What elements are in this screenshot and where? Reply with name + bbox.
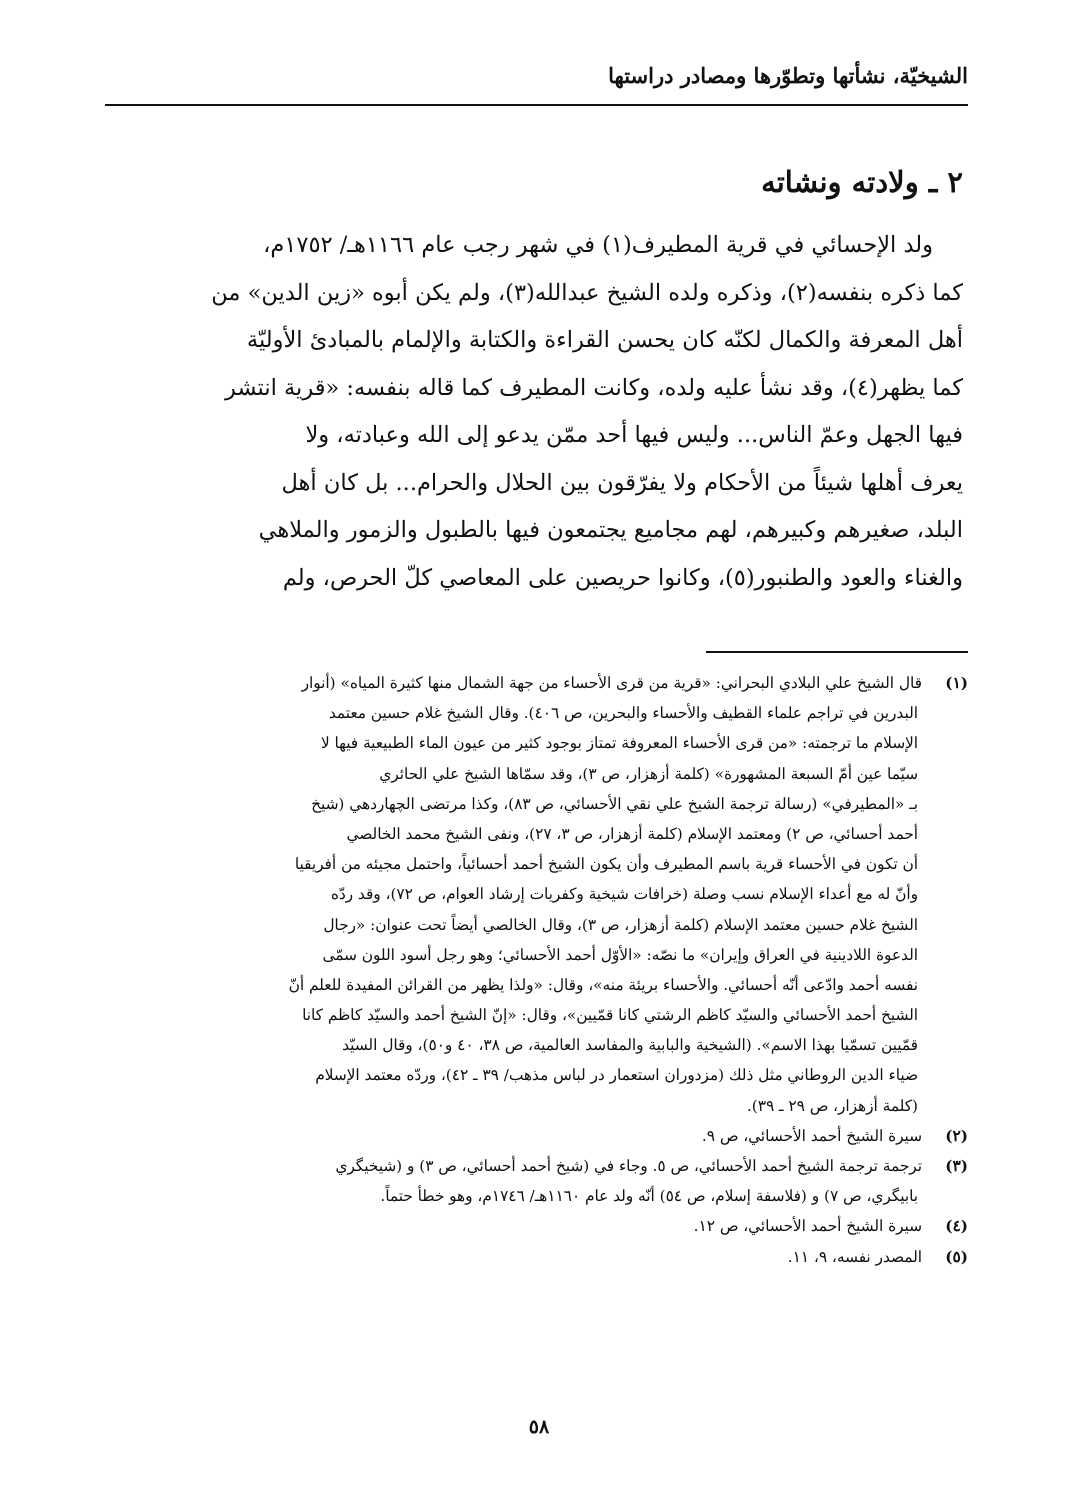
footnote-line: الإسلام ما ترجمته: «من قرى الأحساء المعروفة تمتاز بوجود كثير من عيون الماء الطبيعية فيها لا — [320, 734, 918, 753]
footnote-line: أن تكون في الأحساء قرية باسم المطيرف وأن يكون الشيخ أحمد أحسائياً، واحتمل مجيئه من أفريقيا — [294, 855, 918, 874]
body-line: يعرف أهلها شيئاً من الأحكام ولا يفرّقون بين الحلال والحرام... بل كان أهل — [281, 469, 963, 496]
footnote-line: نفسه أحمد وادّعى أنّه أحسائي. والأحساء بريئة منه»، وقال: «ولذا يظهر من القرائن المفيدة للعلم أنّ — [288, 975, 918, 994]
footnote-number: (٢) — [945, 1126, 968, 1145]
footnote-line: الشيخ غلام حسين معتمد الإسلام (كلمة أزهزار، ص ٣)، وقال الخالصي أيضاً تحت عنوان: «رجال — [323, 915, 918, 934]
footnote-line: البدرين في تراجم علماء القطيف والأحساء والبحرين، ص ٤٠٦). وقال الشيخ غلام حسين معتمد — [328, 704, 918, 723]
page-number: ٥٨ — [528, 1416, 550, 1438]
footnote-line — [110, 1211, 968, 1241]
footnote-line: بـ «المطيرفي» (رسالة ترجمة الشيخ علي نقي الأحسائي، ص ٨٣)، وكذا مرتضى الچهاردهي (شيخ — [311, 794, 918, 813]
footnote-text: المصدر نفسه، ٩، ١١. — [787, 1247, 922, 1266]
body-line: كما ذكره بنفسه(٢)، وذكره ولده الشيخ عبدالله(٣)، ولم يكن أبوه «زين الدين» من — [211, 279, 963, 306]
section-title: ٢ ـ ولادته ونشاته — [761, 165, 963, 199]
footnote-line: قمّيين تسمّيا بهذا الاسم». (الشيخية والبابية والمفاسد العالمية، ص ٣٨، ٤٠ و٥٠)، وقال السيّد — [342, 1036, 918, 1055]
footnote-line — [110, 1121, 968, 1151]
footnote-text: ترجمة ترجمة الشيخ أحمد الأحسائي، ص ٥. وجاء في (شيخ أحمد أحسائي، ص ٣) و (شيخيگري — [335, 1157, 922, 1175]
footnote-text: سيرة الشيخ أحمد الأحسائي، ص ١٢. — [693, 1217, 922, 1236]
footnote-rule — [706, 651, 968, 653]
footnote-line: وأنّ له مع أعداء الإسلام نسب وصلة (خرافات شيخية وكفريات إرشاد العوام، ص ٧٢)، وقد ردّه — [330, 885, 918, 904]
footnote-line: أحمد أحسائي، ص ٢) ومعتمد الإسلام (كلمة أزهزار، ص ٣، ٢٧)، ونفى الشيخ محمد الخالصي — [346, 824, 918, 843]
footnote-text: قال الشيخ علي البلادي البحراني: «قرية من قرى الأحساء من جهة الشمال منها كثيرة المياه» (أنوار — [301, 674, 922, 692]
running-head: الشيخيّة، نشأتها وتطوّرها ومصادر دراستها — [608, 63, 968, 88]
body-line: والغناء والعود والطنبور(٥)، وكانوا حريصين على المعاصي كلّ الحرص، ولم — [282, 564, 963, 591]
body-line: كما يظهر(٤)، وقد نشأ عليه ولده، وكانت المطيرف كما قاله بنفسه: «قرية انتشر — [225, 374, 963, 401]
footnote-line — [110, 1242, 968, 1272]
footnote-number: (٥) — [945, 1247, 968, 1266]
footnotes — [110, 668, 968, 1272]
body-line: فيها الجهل وعمّ الناس... وليس فيها أحد ممّن يدعو إلى الله وعبادته، ولا — [305, 422, 963, 448]
footnote-line: ضياء الدين الروطاني مثل ذلك (مزدوران استعمار در لباس مذهب/ ٣٩ ـ ٤٢)، وردّه معتمد الإسلام — [315, 1066, 918, 1085]
footnote-line: سيّما عين أمّ السبعة المشهورة» (كلمة أزهزار، ص ٣)، وقد سمّاها الشيخ علي الحائري — [379, 764, 918, 783]
footnote-number: (٤) — [945, 1217, 968, 1236]
footnote-number: (١) — [945, 674, 968, 692]
footnote-line: الدعوة اللادينية في العراق وإيران» ما نصّه: «الأوّل أحمد الأحسائي؛ وهو رجل أسود اللون سمّى — [322, 945, 918, 964]
footnote-number: (٣) — [945, 1157, 968, 1175]
body-line: أهل المعرفة والكمال لكنّه كان يحسن القراءة والكتابة والإلمام بالمبادئ الأوليّة — [246, 327, 963, 353]
footnote-text: سيرة الشيخ أحمد الأحسائي، ص ٩. — [701, 1126, 922, 1145]
footnote-line: (كلمة أزهزار، ص ٢٩ ـ ٣٩). — [746, 1096, 918, 1115]
header-rule — [105, 104, 968, 106]
body-line: البلد، صغيرهم وكبيرهم، لهم مجاميع يجتمعون فيها بالطبول والزمور والملاهي — [258, 517, 963, 543]
footnote-line — [110, 1151, 968, 1181]
footnote-line — [110, 668, 968, 698]
body-text — [110, 222, 963, 602]
body-line: ولد الإحسائي في قرية المطيرف(١) في شهر رجب عام ١١٦٦هـ/ ١٧٥٢م، — [263, 232, 933, 258]
footnote-line: بابيگري، ص ٧) و (فلاسفة إسلام، ص ٥٤) أنّه ولد عام ١١٦٠هـ/ ١٧٤٦م، وهو خطأ حتماً. — [380, 1187, 918, 1206]
footnote-line: الشيخ أحمد الأحسائي والسيّد كاظم الرشتي كانا قمّيين»، وقال: «إنّ الشيخ أحمد والسيّد كاظم كانا — [302, 1006, 918, 1025]
